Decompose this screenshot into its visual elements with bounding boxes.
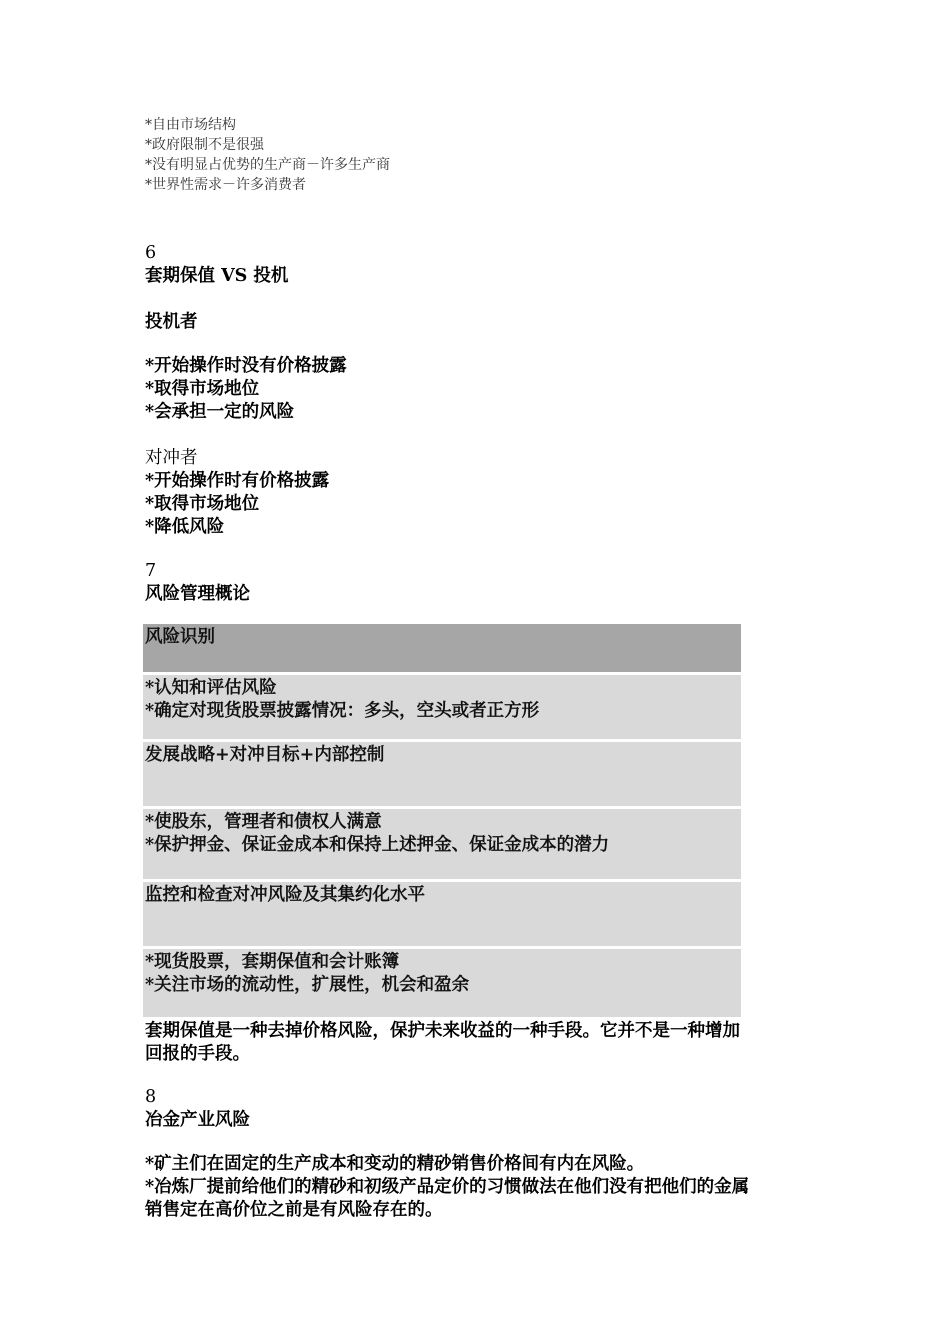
cell-line: *使股东，管理者和债权人满意 <box>145 812 382 832</box>
section-title: 冶金产业风险 <box>145 1110 250 1130</box>
hedger-block <box>145 447 825 539</box>
cell-line: *确定对现货股票披露情况：多头，空头或者正方形 <box>145 701 540 721</box>
section-number: 7 <box>145 561 157 581</box>
risk-management-table <box>143 624 741 1020</box>
summary-paragraph <box>145 1020 825 1066</box>
list-item: *政府限制不是很强 <box>145 137 264 153</box>
table-cell <box>143 675 741 739</box>
section-8-list <box>145 1153 825 1222</box>
list-item: *没有明显占优势的生产商－许多生产商 <box>145 157 390 173</box>
table-cell <box>143 882 741 946</box>
cell-line: *保护押金、保证金成本和保持上述押金、保证金成本的潜力 <box>145 835 610 855</box>
list-item: *冶炼厂提前给他们的精砂和初级产品定价的习惯做法在他们没有把他们的金属 <box>145 1177 750 1197</box>
intro-list <box>145 115 825 195</box>
list-item: *会承担一定的风险 <box>145 402 295 422</box>
table-cell <box>143 949 741 1017</box>
paragraph-line: 回报的手段。 <box>145 1044 250 1064</box>
list-item: *矿主们在固定的生产成本和变动的精砂销售价格间有内在风险。 <box>145 1154 645 1174</box>
list-item: *取得市场地位 <box>145 379 260 399</box>
cell-line: 风险识别 <box>145 627 215 647</box>
table-cell <box>143 809 741 879</box>
list-item: *开始操作时没有价格披露 <box>145 356 347 376</box>
speculator-block <box>145 311 825 334</box>
list-item: *世界性需求－许多消费者 <box>145 177 306 193</box>
section-7 <box>145 560 825 606</box>
section-number: 8 <box>145 1087 157 1107</box>
cell-line: *认知和评估风险 <box>145 678 277 698</box>
paragraph-line: 套期保值是一种去掉价格风险，保护未来收益的一种手段。它并不是一种增加 <box>145 1021 740 1041</box>
cell-line: 发展战略+对冲目标+内部控制 <box>145 745 385 765</box>
hedger-title: 对冲者 <box>145 448 198 468</box>
section-8 <box>145 1086 825 1132</box>
section-number: 6 <box>145 243 157 263</box>
cell-line: *关注市场的流动性，扩展性，机会和盈余 <box>145 975 470 995</box>
list-item: *开始操作时有价格披露 <box>145 471 330 491</box>
list-item: 销售定在高价位之前是有风险存在的。 <box>145 1200 443 1220</box>
table-cell <box>143 624 741 672</box>
speculator-title: 投机者 <box>145 312 198 332</box>
speculator-list <box>145 355 825 424</box>
section-title: 风险管理概论 <box>145 584 250 604</box>
cell-line: *现货股票，套期保值和会计账簿 <box>145 952 400 972</box>
section-title: 套期保值 VS 投机 <box>145 266 289 286</box>
cell-line: 监控和检查对冲风险及其集约化水平 <box>145 885 425 905</box>
list-item: *降低风险 <box>145 517 225 537</box>
table-cell <box>143 742 741 806</box>
list-item: *自由市场结构 <box>145 117 236 133</box>
section-6 <box>145 242 825 288</box>
list-item: *取得市场地位 <box>145 494 260 514</box>
